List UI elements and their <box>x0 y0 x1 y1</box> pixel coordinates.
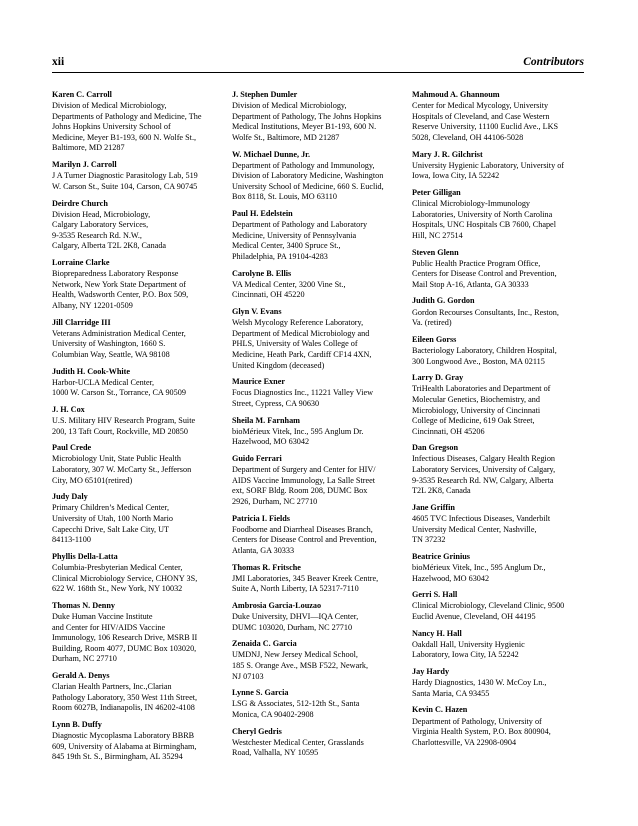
contributor-name: Mahmoud A. Ghannoum <box>412 90 500 99</box>
contributor-entry <box>52 199 232 252</box>
affiliation-line: 5028, Cleveland, OH 44106-5028 <box>412 132 524 142</box>
affiliation-line: LSG & Associates, 512-12th St., Santa <box>232 699 360 709</box>
affiliation-line: Division of Medical Microbiology, <box>232 101 347 111</box>
contributor-name: Karen C. Carroll <box>52 90 112 99</box>
affiliation-line: 622 W. 168th St., New York, NY 10032 <box>52 584 183 594</box>
contributor-entry <box>412 296 590 328</box>
affiliation-line: ext, SORF Bldg. Room 208, DUMC Box <box>232 486 368 496</box>
contributor-name: J. H. Cox <box>52 405 85 414</box>
contributor-entry <box>412 503 590 546</box>
contributor-name: Judith H. Cook-White <box>52 366 131 376</box>
affiliation-line: 84113-1100 <box>52 535 91 545</box>
contributors-column-3 <box>412 90 590 754</box>
contributor-name: Jill Clarridge III <box>52 317 111 327</box>
affiliation-line: 1000 W. Carson St., Torrance, CA 90509 <box>52 388 186 398</box>
affiliation-line: Microbiology, University of Cincinnati <box>412 405 541 415</box>
contributor-entry <box>52 671 232 714</box>
affiliation-line: 2926, Durham, NC 27710 <box>232 496 318 506</box>
contributor-name: Guido Ferrari <box>232 453 282 463</box>
contributor-name: J. Stephen Dumler <box>232 90 298 99</box>
contributors-column-1 <box>52 90 232 769</box>
contributor-name: Maurice Exner <box>232 377 285 387</box>
affiliation-line: Medicine, Heath Park, Cardiff CF14 4XN, <box>232 349 372 359</box>
affiliation-line: Santa Maria, CA 93455 <box>412 688 490 698</box>
contributor-entry <box>412 90 590 143</box>
affiliation-line: Centers for Disease Control and Prevention, <box>412 269 557 279</box>
affiliation-line: Va. (retired) <box>412 318 452 328</box>
affiliation-line: JMI Laboratories, 345 Beaver Kreek Centre, <box>232 573 379 583</box>
affiliation-line: 200, 13 Taft Court, Rockville, MD 20850 <box>52 426 188 436</box>
affiliation-line: and Center for HIV/AIDS Vaccine <box>52 622 166 632</box>
contributor-name: Mary J. R. Gilchrist <box>412 149 483 159</box>
contributor-name: Kevin C. Hazen <box>412 705 468 715</box>
affiliation-line: University of Utah, 100 North Mario <box>52 514 173 524</box>
affiliation-line: Box 8118, St. Louis, MO 63110 <box>232 192 337 202</box>
contributor-name: Carolyne B. Ellis <box>232 268 292 278</box>
contributor-name: Deirdre Church <box>52 198 108 208</box>
contributor-entry <box>232 514 414 557</box>
affiliation-line: Infectious Diseases, Calgary Health Region <box>412 454 556 464</box>
affiliation-line: Virginia Health System, P.O. Box 800904, <box>412 727 551 737</box>
affiliation-line: Cincinnati, OH 45220 <box>232 290 305 300</box>
affiliation-line: TriHealth Laboratories and Department of <box>412 384 551 394</box>
contributor-entry <box>232 377 414 409</box>
contributor-name: Lorraine Clarke <box>52 258 110 268</box>
contributor-entry <box>232 563 414 595</box>
affiliation-line: Albany, NY 12201-0509 <box>52 300 133 310</box>
affiliation-line: United Kingdom (deceased) <box>232 360 325 370</box>
affiliation-line: Wolfe St., Baltimore, MD 21287 <box>232 132 340 142</box>
affiliation-line: Laboratories, University of North Carolina <box>412 209 553 219</box>
contributor-entry <box>232 416 414 448</box>
contributor-name: Paul H. Edelstein <box>232 209 293 219</box>
affiliation-line: bioMérieux Vitek, Inc., 595 Anglum Dr., <box>412 563 546 572</box>
contributor-entry <box>52 720 232 763</box>
affiliation-line: 185 S. Orange Ave., MSB F522, Newark, <box>232 660 369 670</box>
contributor-entry <box>232 601 414 633</box>
affiliation-line: Euclid Avenue, Cleveland, OH 44195 <box>412 611 536 621</box>
affiliation-line: Clarian Health Partners, Inc.,Clarian <box>52 682 172 692</box>
affiliation-line: Department of Pathology, University of <box>412 716 542 726</box>
contributor-entry <box>412 667 590 699</box>
contributor-name: Judy Daly <box>52 492 88 502</box>
contributor-name: Thomas N. Denny <box>52 600 116 610</box>
affiliation-line: Diagnostic Mycoplasma Laboratory BBRB <box>52 731 195 741</box>
contributor-entry <box>52 443 232 486</box>
affiliation-line: NJ 07103 <box>232 671 264 681</box>
affiliation-line: Columbia-Presbyterian Medical Center, <box>52 563 183 572</box>
contributor-entry <box>412 188 590 241</box>
affiliation-line: Department of Pathology and Laboratory <box>232 220 368 230</box>
affiliation-line: Centers for Disease Control and Prevention, <box>232 535 377 545</box>
affiliation-line: Department of Medical Microbiology and <box>232 328 370 338</box>
affiliation-line: Duke Human Vaccine Institute <box>52 611 153 621</box>
affiliation-line: 9-3535 Research Rd. NW, Calgary, Alberta <box>412 475 554 485</box>
contributor-name: Phyllis Della-Latta <box>52 551 118 561</box>
affiliation-line: Durham, NC 27710 <box>52 654 117 664</box>
affiliation-line: University of Washington, 1660 S. <box>52 339 166 349</box>
header-rule <box>52 72 584 73</box>
affiliation-line: 609, University of Alabama at Birmingham, <box>52 741 197 751</box>
affiliation-line: Philadelphia, PA 19104-4283 <box>232 252 328 261</box>
contributors-column-2 <box>232 90 414 765</box>
affiliation-line: Hazelwood, MO 63042 <box>412 573 490 583</box>
affiliation-line: Foodborne and Diarrheal Diseases Branch, <box>232 524 373 534</box>
affiliation-line: Clinical Microbiology Service, CHONY 3S, <box>52 573 198 583</box>
contributor-entry <box>52 318 232 361</box>
contributor-entry <box>412 552 590 584</box>
affiliation-line: Medical Institutions, Meyer B1-193, 600 N. <box>232 122 377 132</box>
contributor-name: Ambrosia Garcia-Louzao <box>232 600 322 610</box>
contributor-entry <box>412 150 590 182</box>
affiliation-line: Cincinnati, OH 45206 <box>412 426 485 436</box>
contributor-entry <box>412 590 590 622</box>
affiliation-line: U.S. Military HIV Research Program, Suite <box>52 416 196 426</box>
affiliation-line: Pathology Laboratory, 350 West 11th Street, <box>52 692 198 702</box>
affiliation-line: Hill, NC 27514 <box>412 230 463 240</box>
affiliation-line: Division of Medical Microbiology, <box>52 101 167 111</box>
affiliation-line: Capecchi Drive, Salt Lake City, UT <box>52 524 170 534</box>
contributor-name: Eileen Gorss <box>412 334 457 344</box>
affiliation-line: Primary Children’s Medical Center, <box>52 503 169 513</box>
affiliation-line: Medicine, University of Pennsylvania <box>232 230 357 240</box>
contributor-entry <box>52 552 232 595</box>
contributor-name: Thomas R. Fritsche <box>232 562 301 572</box>
affiliation-line: TN 37232 <box>412 535 446 545</box>
contributor-entry <box>412 705 590 748</box>
affiliation-line: Laboratory Services, University of Calgary, <box>412 465 556 475</box>
contributor-entry <box>52 258 232 311</box>
affiliation-line: Center for Medical Mycology, University <box>412 101 549 111</box>
contributor-entry <box>52 601 232 665</box>
affiliation-line: Division Head, Microbiology, <box>52 209 151 219</box>
contributor-name: Gerri S. Hall <box>412 590 458 600</box>
affiliation-line: 4605 TVC Infectious Diseases, Vanderbilt <box>412 514 551 524</box>
affiliation-line: Road, Valhalla, NY 10595 <box>232 748 319 758</box>
contributor-entry <box>412 373 590 437</box>
contributor-name: Steven Glenn <box>412 247 459 257</box>
affiliation-line: Department of Surgery and Center for HIV/ <box>232 465 376 475</box>
contributor-entry <box>232 150 414 203</box>
contributor-entry <box>232 688 414 720</box>
affiliation-line: Hospitals of Cleveland, and Case Western <box>412 111 550 121</box>
affiliation-line: Building, Room 4077, DUMC Box 103020, <box>52 643 197 653</box>
affiliation-line: Network, New York State Department of <box>52 279 186 289</box>
affiliation-line: Immunology, 106 Research Drive, MSRB II <box>52 633 198 643</box>
affiliation-line: Laboratory, Iowa City, IA 52242 <box>412 650 519 660</box>
contributor-name: Judith G. Gordon <box>412 296 475 306</box>
affiliation-line: Division of Laboratory Medicine, Washington <box>232 171 384 181</box>
affiliation-line: Department of Pathology, The Johns Hopkins <box>232 111 382 121</box>
contributor-entry <box>52 90 232 154</box>
contributor-name: Cheryl Gedris <box>232 726 282 736</box>
affiliation-line: Public Health Practice Program Office, <box>412 258 541 268</box>
contributor-entry <box>232 209 414 262</box>
contributor-name: Zenaida C. Garcia <box>232 639 297 649</box>
contributor-entry <box>232 307 414 371</box>
contributor-entry <box>412 629 590 661</box>
affiliation-line: Reserve University, 11100 Euclid Ave., LKS <box>412 122 559 132</box>
affiliation-line: University School of Medicine, 660 S. Euclid, <box>232 181 384 191</box>
contributor-name: Jane Griffin <box>412 502 455 512</box>
affiliation-line: Mail Stop A-16, Atlanta, GA 30333 <box>412 279 529 289</box>
contributor-entry <box>52 405 232 437</box>
affiliation-line: W. Carson St., Suite 104, Carson, CA 90745 <box>52 181 198 191</box>
affiliation-line: AIDS Vaccine Immunology, La Salle Street <box>232 475 376 485</box>
affiliation-line: Clinical Microbiology, Cleveland Clinic, 9500 <box>412 601 565 611</box>
affiliation-line: Westchester Medical Center, Grasslands <box>232 737 364 747</box>
contributor-name: Glyn V. Evans <box>232 307 282 317</box>
affiliation-line: City, MO 65101(retired) <box>52 475 133 485</box>
contributor-entry <box>412 248 590 291</box>
affiliation-line: Biopreparedness Laboratory Response <box>52 269 179 279</box>
page-number: xii <box>52 56 65 68</box>
affiliation-line: VA Medical Center, 3200 Vine St., <box>232 279 346 289</box>
affiliation-line: Street, Cypress, CA 90630 <box>232 398 320 408</box>
affiliation-line: bioMérieux Vitek, Inc., 595 Anglum Dr. <box>232 426 364 436</box>
affiliation-line: Medical Center, 3400 Spruce St., <box>232 241 341 251</box>
contributor-entry <box>232 727 414 759</box>
affiliation-line: Health, Wadsworth Center, P.O. Box 509, <box>52 290 189 300</box>
contributor-entry <box>232 454 414 507</box>
contributor-name: Lynne S. Garcia <box>232 688 289 698</box>
affiliation-line: Iowa, Iowa City, IA 52242 <box>412 171 500 181</box>
contributor-entry <box>412 443 590 496</box>
affiliation-line: Bacteriology Laboratory, Children Hospital, <box>412 345 557 355</box>
affiliation-line: Hospitals, UNC Hospitals CB 7600, Chapel <box>412 220 556 230</box>
affiliation-line: Microbiology Unit, State Public Health <box>52 454 181 464</box>
contributor-entry <box>232 90 414 143</box>
affiliation-line: Gordon Recourses Consultants, Inc., Reston, <box>412 307 559 317</box>
contributor-name: Peter Gilligan <box>412 187 461 197</box>
contributor-name: Gerald A. Denys <box>52 671 110 681</box>
contributor-entry <box>232 269 414 301</box>
contributor-entry <box>412 335 590 367</box>
affiliation-line: 300 Longwood Ave., Boston, MA 02115 <box>412 356 545 366</box>
affiliation-line: Hardy Diagnostics, 1430 W. McCoy Ln., <box>412 678 547 688</box>
contributor-entry <box>52 367 232 399</box>
contributor-name: Nancy H. Hall <box>412 628 462 638</box>
affiliation-line: Calgary, Alberta T2L 2K8, Canada <box>52 241 167 251</box>
contributor-name: Beatrice Grinius <box>412 551 470 561</box>
affiliation-line: J A Turner Diagnostic Parasitology Lab, 519 <box>52 171 198 181</box>
section-title: Contributors <box>523 56 584 68</box>
contributor-name: Patricia I. Fields <box>232 513 290 523</box>
affiliation-line: Room 6027B, Indianapolis, IN 46202-4108 <box>52 703 195 713</box>
affiliation-line: Baltimore, MD 21287 <box>52 143 125 153</box>
affiliation-line: Department of Pathology and Immunology, <box>232 160 375 170</box>
contributor-name: Sheila M. Farnham <box>232 415 301 425</box>
affiliation-line: University Hygienic Laboratory, University of <box>412 160 565 170</box>
affiliation-line: Calgary Laboratory Services, <box>52 220 149 230</box>
affiliation-line: Welsh Mycology Reference Laboratory, <box>232 318 364 328</box>
affiliation-line: Atlanta, GA 30333 <box>232 545 295 555</box>
contributor-name: Lynn B. Duffy <box>52 720 102 729</box>
contributor-entry <box>232 639 414 682</box>
affiliation-line: University Medical Center, Nashville, <box>412 524 537 534</box>
affiliation-line: Molecular Genetics, Biochemistry, and <box>412 394 540 404</box>
affiliation-line: 9-3535 Research Rd. N.W., <box>52 230 142 240</box>
affiliation-line: Focus Diagnostics Inc., 11221 Valley View <box>232 388 374 398</box>
affiliation-line: UMDNJ, New Jersey Medical School, <box>232 650 358 660</box>
affiliation-line: Monica, CA 90402-2908 <box>232 709 314 719</box>
contributor-name: Marilyn J. Carroll <box>52 160 117 170</box>
affiliation-line: Medicine, Meyer B1-193, 600 N. Wolfe St., <box>52 132 197 142</box>
contributor-entry <box>52 160 232 192</box>
affiliation-line: Hazelwood, MO 63042 <box>232 437 310 447</box>
affiliation-line: College of Medicine, 619 Oak Street, <box>412 416 535 426</box>
affiliation-line: Veterans Administration Medical Center, <box>52 328 186 338</box>
contributor-name: Jay Hardy <box>412 667 450 677</box>
affiliation-line: PHLS, University of Wales College of <box>232 339 358 349</box>
contributor-name: Dan Gregson <box>412 443 459 453</box>
page-header <box>52 56 584 72</box>
affiliation-line: Columbian Way, Seattle, WA 98108 <box>52 349 170 359</box>
affiliation-line: Laboratory, 307 W. McCarty St., Jefferson <box>52 465 192 475</box>
affiliation-line: T2L 2K8, Canada <box>412 486 471 496</box>
affiliation-line: Duke University, DHVI—IQA Center, <box>232 611 359 621</box>
affiliation-line: Suite A, North Liberty, IA 52317-7110 <box>232 584 359 594</box>
affiliation-line: 845 19th St. S., Birmingham, AL 35294 <box>52 752 183 762</box>
affiliation-line: DUMC 103020, Durham, NC 27710 <box>232 622 353 632</box>
contributor-name: Paul Crede <box>52 443 92 453</box>
affiliation-line: Departments of Pathology and Medicine, The <box>52 111 202 121</box>
affiliation-line: Clinical Microbiology-Immunology <box>412 199 531 209</box>
contributor-name: Larry D. Gray <box>412 373 464 383</box>
affiliation-line: Oakdall Hall, University Hygienic <box>412 639 525 649</box>
affiliation-line: Charlottesville, VA 22908-0904 <box>412 737 517 747</box>
contributor-name: W. Michael Dunne, Jr. <box>232 149 311 159</box>
contributor-entry <box>52 492 232 545</box>
affiliation-line: Harbor-UCLA Medical Center, <box>52 377 155 387</box>
affiliation-line: Johns Hopkins University School of <box>52 122 171 132</box>
